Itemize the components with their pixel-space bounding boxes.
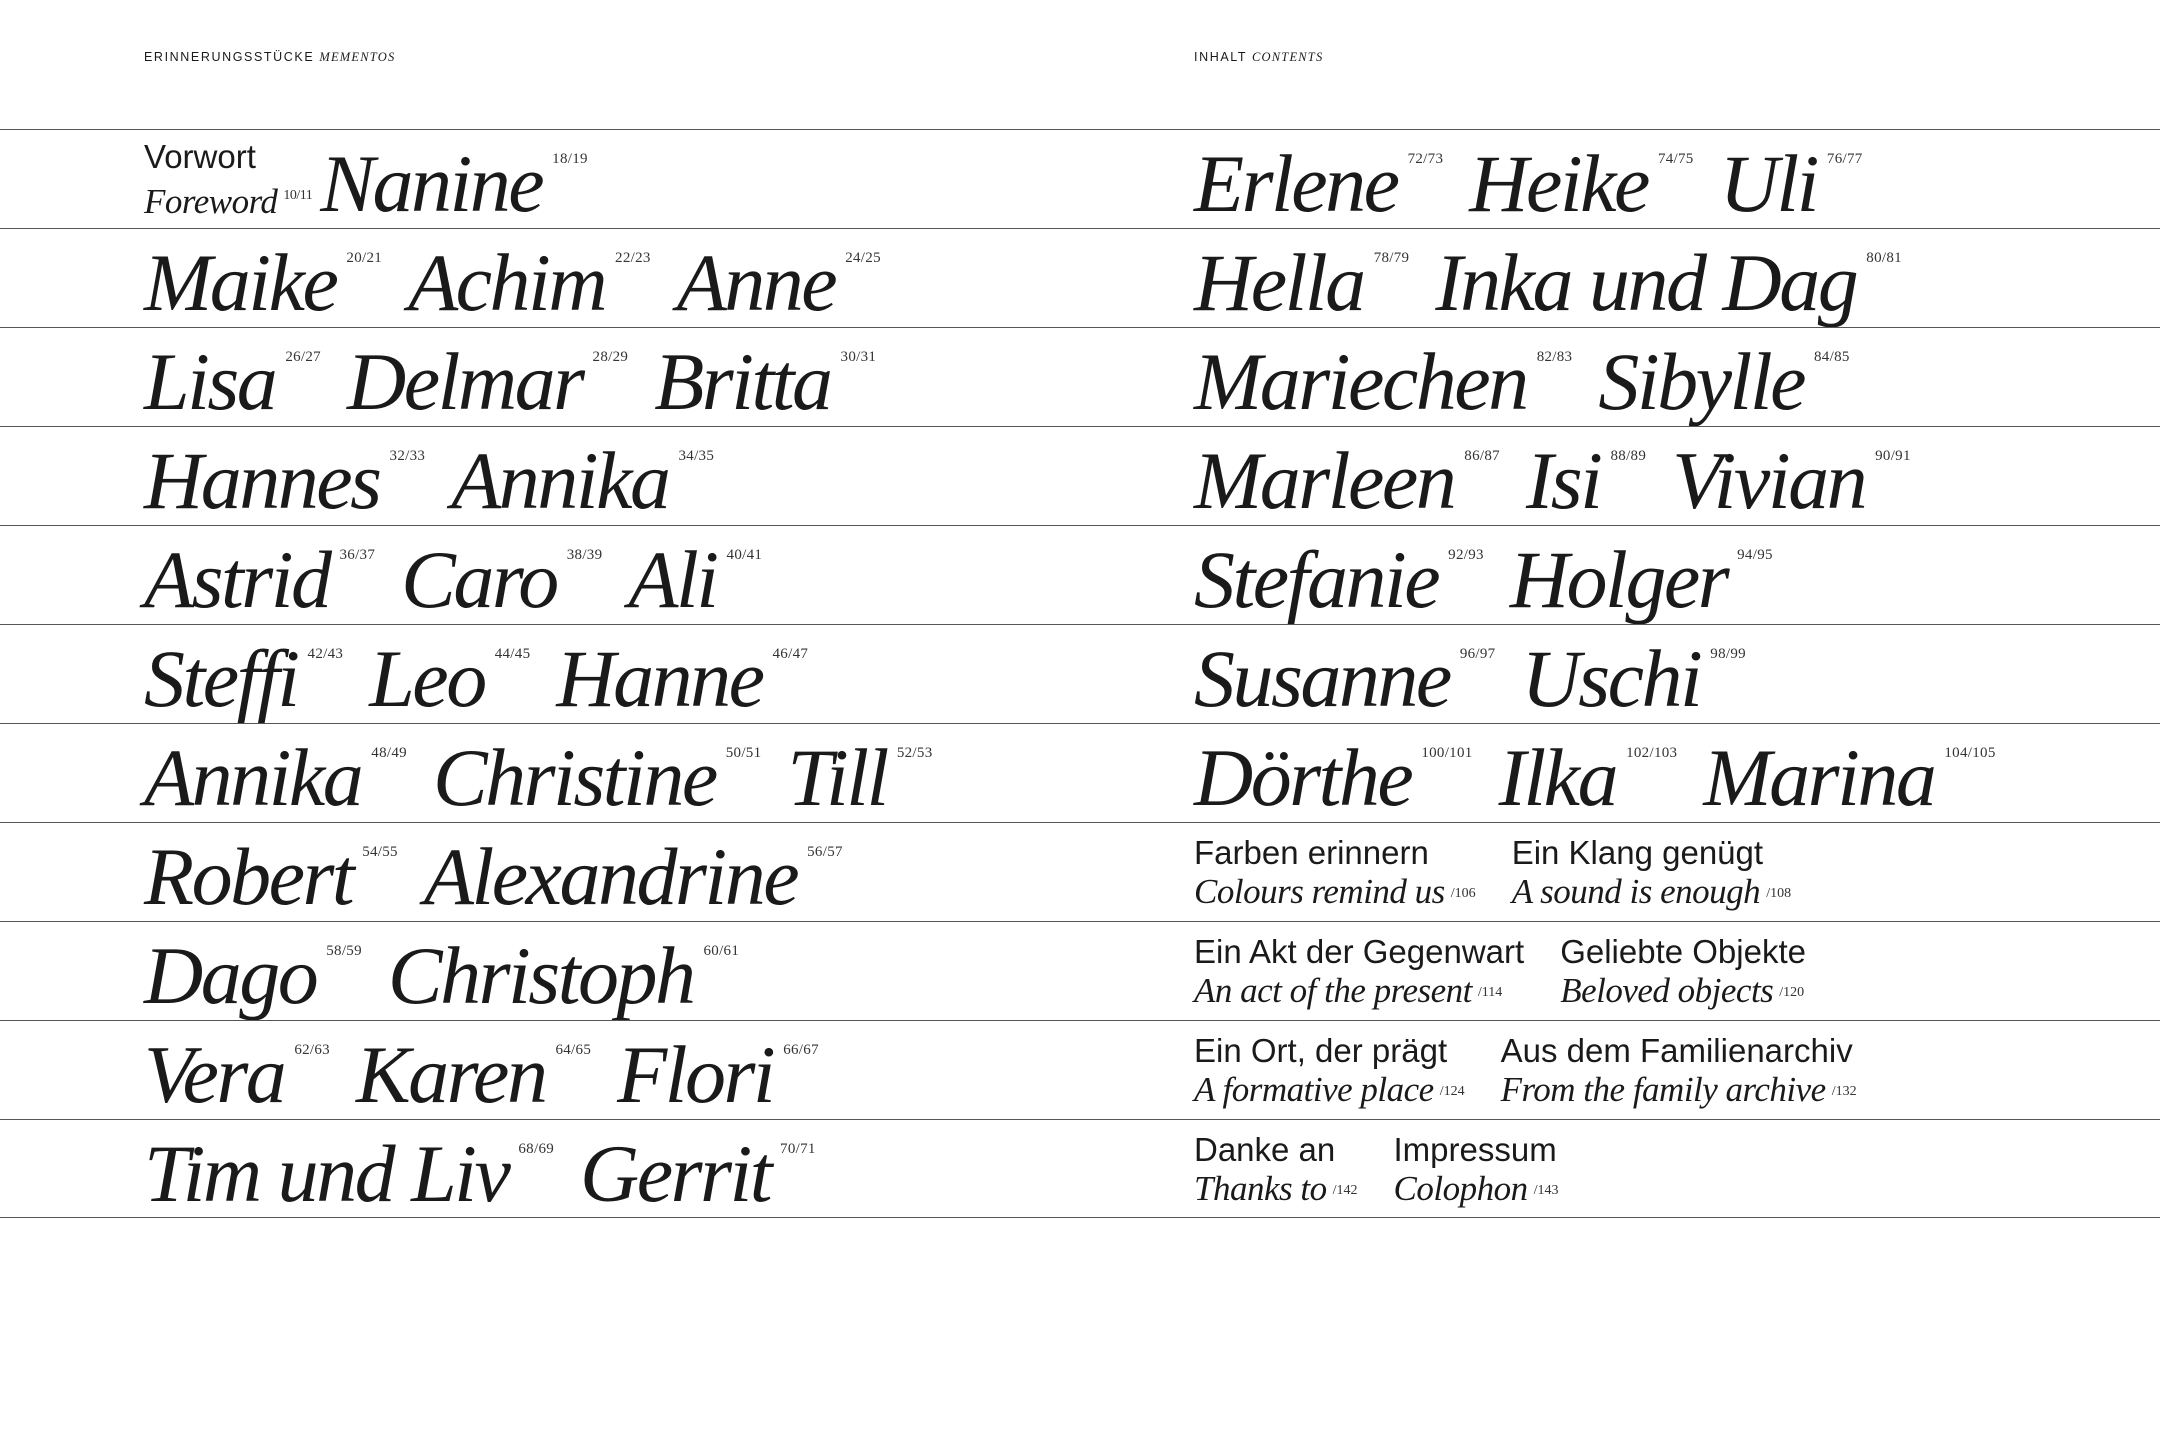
table-of-contents [0,129,2160,1218]
toc-cell-right [1194,625,1772,724]
entry-name[interactable]: Uschi [1521,633,1701,724]
entry-name[interactable]: Annika [451,435,669,526]
section-title-de: Ein Ort, der prägt [1194,1032,1448,1069]
page-number: 88/89 [1610,448,1647,464]
name-line [1194,526,1799,625]
page-number: 98/99 [1710,646,1746,662]
section-title-en [1501,1070,1857,1112]
toc-cell-right [1194,823,1827,922]
section-title-de: Ein Akt der Gegenwart [1194,933,1525,970]
toc-row [0,228,2160,327]
section-title-en [1194,872,1476,914]
page-number: 90/91 [1875,448,1911,464]
page-number: /108 [1766,886,1792,901]
entry-name[interactable]: Holger [1509,534,1728,625]
foreword-title-de: Vorwort [144,138,256,175]
section-title-en-text: A formative place [1194,1070,1434,1109]
section-title-en-text: A sound is enough [1511,872,1761,911]
page-number: 60/61 [703,943,740,959]
page-number: 32/33 [389,448,426,464]
section-title-en [1512,872,1791,914]
page-number: 78/79 [1373,250,1410,266]
page-number: 56/57 [807,844,843,860]
name-line [144,625,834,724]
toc-row [0,426,2160,525]
name-line [144,1021,845,1120]
page-number: /114 [1477,985,1503,1000]
toc-row [0,1020,2160,1119]
toc-cell-right [1194,1021,1893,1120]
section-title-de: Danke an [1194,1131,1336,1168]
entry-name[interactable]: Delmar [346,336,583,427]
section-title-en-text: An act of the present [1194,971,1472,1010]
page-number: 18/19 [552,151,588,167]
entry-name[interactable]: Annika [144,732,362,823]
page-number: 20/21 [346,250,383,266]
section-title-en-text: Thanks to [1194,1169,1327,1208]
toc-row [0,723,2160,822]
entry-name[interactable]: Gerrit [580,1128,771,1219]
page-number: 80/81 [1866,250,1902,266]
toc-row [0,129,2160,228]
running-header-left [144,50,395,65]
section-title-en-text: Colophon [1393,1169,1528,1208]
toc-cell-left [144,526,788,625]
page-number: 66/67 [783,1042,819,1058]
page-number: 82/83 [1536,349,1573,365]
running-header-left-italic: MEMENTOS [319,50,396,64]
page-number: /143 [1533,1183,1559,1198]
toc-cell-left [144,328,902,427]
name-line [1194,229,1928,328]
name-line [1194,625,1772,724]
entry-name[interactable]: Inka und Dag [1435,237,1857,328]
toc-cell-right [1194,229,1928,328]
entry-name[interactable]: Hannes [144,435,380,526]
entry-name[interactable]: Marleen [1194,435,1455,526]
page-number: 34/35 [678,448,715,464]
toc-cell-right [1194,130,1889,229]
page-number: /106 [1450,886,1476,901]
section-title-de: Farben erinnern [1194,834,1429,871]
page-number: 22/23 [615,250,651,266]
entry-name[interactable]: Leo [369,633,485,724]
toc-cell-left [144,427,740,526]
entry-name[interactable]: Britta [654,336,831,427]
page-number: 26/27 [285,349,321,365]
section-title-en [1194,1169,1358,1211]
page-number: 24/25 [845,250,881,266]
running-header-left-label: ERINNERUNGSSTÜCKE [144,50,315,64]
page-number: 54/55 [362,844,398,860]
page-number: 64/65 [555,1042,592,1058]
page-number: 86/87 [1464,448,1500,464]
toc-row [0,822,2160,921]
entry-name[interactable]: Ilka [1498,732,1617,823]
entry-name[interactable]: Uli [1719,138,1817,229]
toc-row [0,1119,2160,1218]
page-number: 96/97 [1459,646,1496,662]
page-number: 28/29 [592,349,629,365]
page-number: 76/77 [1826,151,1863,167]
toc-cell-left [144,724,959,823]
toc-cell-right [1194,724,2022,823]
toc-cell-left [144,1120,842,1219]
toc-cell-left [144,229,907,328]
name-line [144,1120,842,1219]
entry-name[interactable]: Dago [144,930,317,1021]
section-title-de: Impressum [1393,1131,1557,1168]
entry-name[interactable]: Isi [1525,435,1601,526]
toc-cell-left [144,823,869,922]
toc-cell-left [144,1021,845,1120]
foreword-title-en-text: Foreword [144,182,278,221]
entry-name[interactable]: Till [787,732,887,823]
entry-name[interactable]: Vivian [1672,435,1866,526]
entry-name[interactable]: Hanne [556,633,763,724]
page-number: 50/51 [725,745,762,761]
toc-row [0,327,2160,426]
toc-row [0,624,2160,723]
section-entry[interactable] [1394,1120,1559,1211]
running-header-right [1194,50,1323,65]
entry-name[interactable]: Flori [617,1029,774,1120]
section-title-en [1194,1070,1465,1112]
page-number: /124 [1439,1084,1465,1099]
section-title-en-text: Beloved objects [1560,971,1774,1010]
section-title-en [1194,971,1524,1013]
page-number: /142 [1332,1183,1358,1198]
entry-name[interactable]: Robert [144,831,353,922]
section-entry[interactable] [1194,1120,1358,1211]
name-line [1194,427,1937,526]
toc-cell-left [144,922,765,1021]
name-line [1194,130,1889,229]
page-number: 40/41 [726,547,763,563]
page-number: 52/53 [896,745,933,761]
section-entry[interactable] [1501,1021,1857,1112]
running-header-right-italic: CONTENTS [1251,50,1324,64]
section-title-de: Geliebte Objekte [1560,933,1806,970]
entry-name[interactable]: Achim [408,237,606,328]
entry-name[interactable]: Maike [144,237,337,328]
page-number: 100/101 [1421,745,1473,761]
toc-cell-left [144,625,834,724]
page-number: 70/71 [780,1141,816,1157]
section-entry[interactable] [1560,922,1806,1013]
page-number: 84/85 [1814,349,1850,365]
toc-cell-left [144,130,614,229]
entry-name[interactable]: Caro [401,534,557,625]
name-line [144,724,959,823]
page-number: 36/37 [339,547,376,563]
page-number: 92/93 [1448,547,1484,563]
entry-name[interactable]: Vera [144,1029,285,1120]
toc-cell-right [1194,922,1842,1021]
entry-name[interactable]: Dörthe [1194,732,1412,823]
section-entry[interactable] [1194,922,1524,1013]
toc-row [0,525,2160,624]
page-number: 74/75 [1657,151,1694,167]
name-line [144,823,869,922]
entry-name[interactable]: Karen [355,1029,546,1120]
entry-name[interactable]: Christine [432,732,716,823]
entry-name[interactable]: Hella [1194,237,1364,328]
entry-name[interactable]: Heike [1469,138,1648,229]
entry-name[interactable]: Stefanie [1194,534,1439,625]
section-title-en [1394,1169,1559,1211]
name-line [144,229,907,328]
name-line [144,427,740,526]
toc-row [0,921,2160,1020]
name-line [144,328,902,427]
page-number: 72/73 [1407,151,1444,167]
page-number: 42/43 [307,646,344,662]
page-number: 48/49 [371,745,407,761]
page-number: 30/31 [840,349,877,365]
entry-name[interactable]: Marina [1703,732,1935,823]
section-title-en [1560,971,1806,1013]
entry-name[interactable]: Alexandrine [423,831,798,922]
entry-name[interactable]: Christoph [387,930,694,1021]
page-number: 94/95 [1737,547,1773,563]
section-title-en-text: Colours remind us [1194,872,1445,911]
page-number: 102/103 [1626,745,1678,761]
entry-name[interactable]: Erlene [1194,138,1398,229]
section-title-en-text: From the family archive [1500,1070,1826,1109]
name-line [144,526,788,625]
toc-cell-right [1194,1120,1594,1219]
entry-name[interactable]: Steffi [144,633,298,724]
entry-name[interactable]: Mariechen [1194,336,1527,427]
page-number: /120 [1779,985,1805,1000]
toc-cell-right [1194,328,1876,427]
entry-name[interactable]: Astrid [144,534,330,625]
name-line [1194,328,1876,427]
entry-name[interactable]: Tim und Liv [144,1128,509,1219]
section-entry[interactable] [1194,823,1476,914]
entry-name[interactable]: Anne [676,237,836,328]
page-number: /132 [1831,1084,1857,1099]
section-title-de: Ein Klang genügt [1511,834,1764,871]
toc-cell-right [1194,427,1937,526]
name-line [320,130,614,229]
entry-name[interactable]: Susanne [1194,633,1450,724]
section-title-de: Aus dem Familienarchiv [1500,1032,1853,1069]
page-number: 62/63 [294,1042,330,1058]
entry-name[interactable]: Sibylle [1598,336,1804,427]
toc-cell-right [1194,526,1799,625]
page-number: 38/39 [566,547,603,563]
page-number: 104/105 [1944,745,1996,761]
page-number: 46/47 [772,646,809,662]
section-entry[interactable] [1512,823,1791,914]
section-entry[interactable] [1194,1021,1465,1112]
page-number: 44/45 [494,646,531,662]
entry-name[interactable]: Nanine [320,138,543,229]
page-number: 68/69 [518,1141,555,1157]
page-number: 58/59 [326,943,362,959]
name-line [144,922,765,1021]
page-number: 10/11 [283,188,313,203]
foreword-entry[interactable] [144,130,312,222]
running-header-right-label: INHALT [1194,50,1247,64]
entry-name[interactable]: Lisa [144,336,276,427]
entry-name[interactable]: Ali [628,534,717,625]
name-line [1194,724,2022,823]
foreword-title-en [144,176,312,222]
